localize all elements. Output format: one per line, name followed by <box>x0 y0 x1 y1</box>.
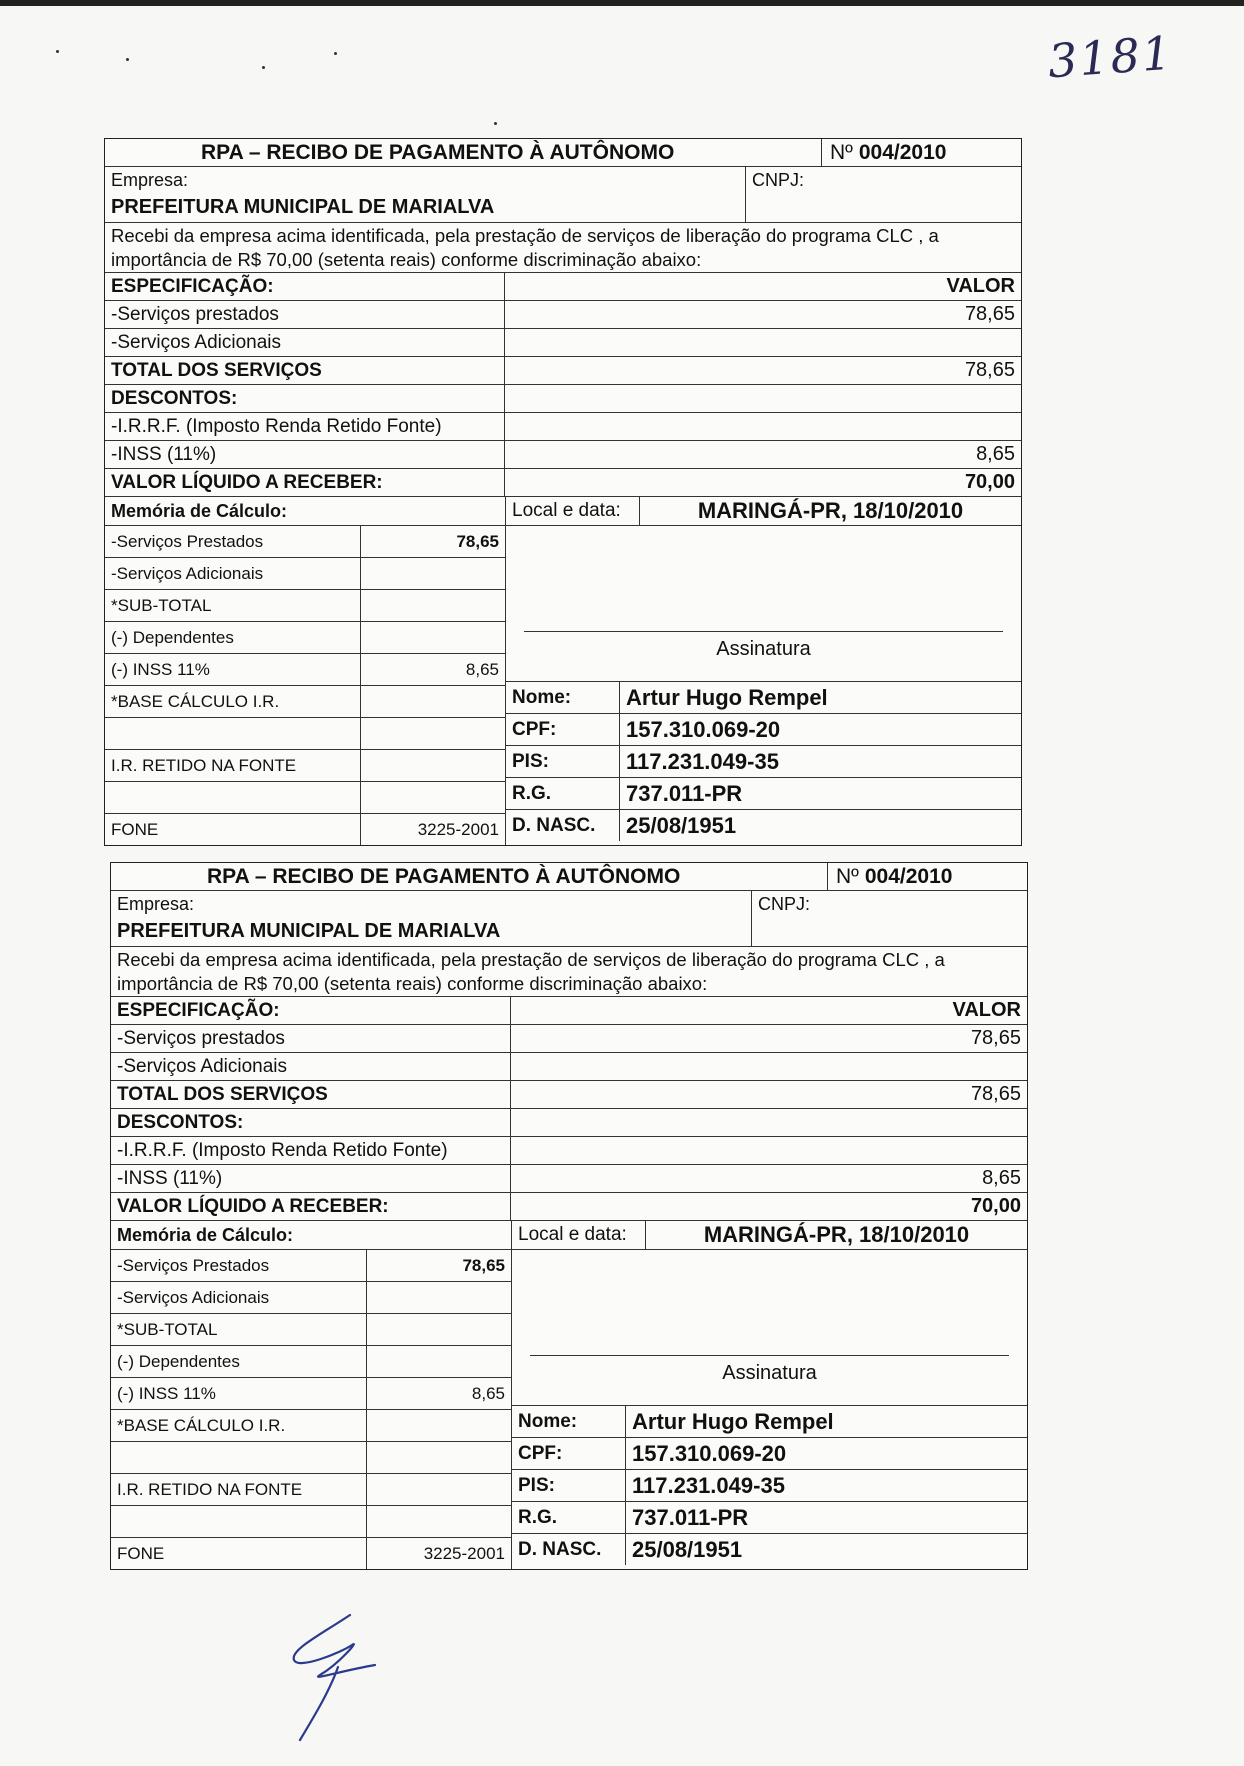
receipt-number-value: 004/2010 <box>864 864 953 888</box>
memoria-row <box>105 814 505 845</box>
cpf-value: 157.310.069-20 <box>626 716 781 742</box>
nasc-row <box>512 1534 1027 1565</box>
pis-value: 117.231.049-35 <box>626 748 779 774</box>
payee-section <box>512 1221 1027 1569</box>
nasc-value: 25/08/1951 <box>632 1536 743 1562</box>
memoria-row <box>105 590 505 622</box>
memoria-fone-value: 3225-2001 <box>417 819 499 839</box>
servicos-prestados-row <box>111 1025 1027 1053</box>
memoria-fone-label: FONE <box>111 1538 367 1569</box>
irrf-label: -I.R.R.F. (Imposto Renda Retido Fonte) <box>105 413 505 440</box>
memoria-row <box>105 750 505 782</box>
local-row <box>512 1221 1027 1250</box>
memoria-row <box>111 1506 511 1538</box>
servicos-adicionais-label: -Serviços Adicionais <box>111 1053 511 1080</box>
empresa-label: Empresa: <box>111 170 189 190</box>
local-label: Local e data: <box>506 497 640 525</box>
declaration-row <box>105 223 1021 273</box>
receipt-2 <box>110 862 1028 1570</box>
liquido-row <box>105 469 1021 497</box>
servicos-prestados-row <box>105 301 1021 329</box>
memoria-fone-value: 3225-2001 <box>423 1543 505 1563</box>
signature-area <box>506 526 1021 682</box>
nome-value: Artur Hugo Rempel <box>632 1408 834 1434</box>
memoria-servicos-adicionais-label: -Serviços Adicionais <box>111 1282 367 1313</box>
memoria-section <box>111 1221 1027 1569</box>
local-value: MARINGÁ-PR, 18/10/2010 <box>703 1222 970 1247</box>
nome-label: Nome: <box>506 682 620 713</box>
memoria-base-label: *BASE CÁLCULO I.R. <box>105 686 361 717</box>
handwritten-page-number: 3181 <box>1046 25 1175 89</box>
memoria-label: Memória de Cálculo: <box>117 1224 294 1245</box>
memoria-ir-label: I.R. RETIDO NA FONTE <box>111 1474 367 1505</box>
servicos-prestados-value: 78,65 <box>964 303 1015 325</box>
irrf-value <box>511 1137 1027 1164</box>
memoria-row <box>105 718 505 750</box>
memoria-servicos-prestados-value: 78,65 <box>456 531 499 551</box>
memoria-row <box>105 654 505 686</box>
total-row <box>105 357 1021 385</box>
irrf-value <box>505 413 1021 440</box>
scan-speck <box>56 50 59 53</box>
memoria-row <box>111 1346 511 1378</box>
servicos-prestados-label: -Serviços prestados <box>111 1025 511 1052</box>
inss-row <box>111 1165 1027 1193</box>
local-row <box>506 497 1021 526</box>
servicos-adicionais-label: -Serviços Adicionais <box>105 329 505 356</box>
declaration-text: Recebi da empresa acima identificada, pela prestação de serviços de liberação do programa CLC , a importância de R$ 70,00 (setenta reais) conforme discriminação abaixo: <box>117 948 945 994</box>
receipt-number-value: 004/2010 <box>858 140 947 164</box>
servicos-adicionais-value <box>511 1053 1027 1080</box>
memoria-inss-label: (-) INSS 11% <box>111 1378 367 1409</box>
memoria-row <box>111 1474 511 1506</box>
pis-row <box>512 1470 1027 1502</box>
memoria-row <box>105 782 505 814</box>
inss-row <box>105 441 1021 469</box>
nasc-row <box>506 810 1021 841</box>
memoria-row <box>105 558 505 590</box>
memoria-row <box>111 1378 511 1410</box>
empresa-value: PREFEITURA MUNICIPAL DE MARIALVA <box>117 920 501 942</box>
receipt-number-label: Nº <box>836 864 859 888</box>
cpf-value: 157.310.069-20 <box>632 1440 787 1466</box>
memoria-dependentes-label: (-) Dependentes <box>105 622 361 653</box>
nome-value: Artur Hugo Rempel <box>626 684 828 710</box>
liquido-label: VALOR LÍQUIDO A RECEBER: <box>111 1193 511 1220</box>
descontos-label: DESCONTOS: <box>105 385 505 412</box>
servicos-adicionais-value <box>505 329 1021 356</box>
spec-header-row <box>111 997 1027 1025</box>
receipt-title: RPA – RECIBO DE PAGAMENTO À AUTÔNOMO <box>207 864 681 888</box>
memoria-dependentes-value <box>367 1346 511 1377</box>
valor-header: VALOR <box>952 999 1021 1021</box>
scan-speck <box>262 66 265 69</box>
memoria-servicos-adicionais-value <box>367 1282 511 1313</box>
spec-header: ESPECIFICAÇÃO: <box>111 997 511 1024</box>
nome-row <box>506 682 1021 714</box>
memoria-subtotal-value <box>361 590 505 621</box>
servicos-prestados-value: 78,65 <box>970 1027 1021 1049</box>
cpf-row <box>506 714 1021 746</box>
receipt-number <box>821 139 1021 166</box>
liquido-label: VALOR LÍQUIDO A RECEBER: <box>105 469 505 496</box>
nome-label: Nome: <box>512 1406 626 1437</box>
total-label: TOTAL DOS SERVIÇOS <box>111 1081 511 1108</box>
memoria-row <box>105 622 505 654</box>
assinatura-label: Assinatura <box>722 1362 817 1384</box>
total-value: 78,65 <box>970 1083 1021 1105</box>
rg-label: R.G. <box>506 778 620 809</box>
rg-value: 737.011-PR <box>632 1504 749 1530</box>
memoria-servicos-adicionais-value <box>361 558 505 589</box>
memoria-row <box>111 1538 511 1569</box>
memoria-row <box>111 1442 511 1474</box>
memoria-row <box>111 1410 511 1442</box>
servicos-adicionais-row <box>111 1053 1027 1081</box>
cnpj-label: CNPJ: <box>751 891 1027 946</box>
receipt-number-label: Nº <box>830 140 853 164</box>
signature-area <box>512 1250 1027 1406</box>
scan-speck <box>126 58 129 61</box>
pis-label: PIS: <box>506 746 620 777</box>
memoria-blank-label <box>111 1506 367 1537</box>
memoria-row <box>105 526 505 558</box>
memoria-servicos-prestados-label: -Serviços Prestados <box>105 526 361 557</box>
memoria-row <box>111 1314 511 1346</box>
inss-label: -INSS (11%) <box>111 1165 511 1192</box>
spec-header-row <box>105 273 1021 301</box>
memoria-subtotal-value <box>367 1314 511 1345</box>
signature-line <box>524 631 1003 632</box>
receipt-header <box>105 139 1021 167</box>
memoria-blank-value <box>367 1442 511 1473</box>
descontos-row <box>111 1109 1027 1137</box>
servicos-prestados-label: -Serviços prestados <box>105 301 505 328</box>
memoria-fone-label: FONE <box>105 814 361 845</box>
total-value: 78,65 <box>964 359 1015 381</box>
memoria-base-value <box>367 1410 511 1441</box>
memoria-header <box>105 497 505 526</box>
memoria-section <box>105 497 1021 845</box>
handwritten-signature <box>280 1605 400 1745</box>
empresa-row <box>105 167 1021 223</box>
memoria-servicos-adicionais-label: -Serviços Adicionais <box>105 558 361 589</box>
irrf-label: -I.R.R.F. (Imposto Renda Retido Fonte) <box>111 1137 511 1164</box>
nome-row <box>512 1406 1027 1438</box>
memoria-inss-label: (-) INSS 11% <box>105 654 361 685</box>
memoria-dependentes-value <box>361 622 505 653</box>
pis-row <box>506 746 1021 778</box>
rg-row <box>506 778 1021 810</box>
memoria-inss-value: 8,65 <box>465 659 499 679</box>
memoria-row <box>105 686 505 718</box>
rg-value: 737.011-PR <box>626 780 743 806</box>
memoria-blank-value <box>367 1506 511 1537</box>
scan-top-edge <box>0 0 1244 6</box>
memoria-inss-value: 8,65 <box>471 1383 505 1403</box>
irrf-row <box>105 413 1021 441</box>
memoria-blank-label <box>111 1442 367 1473</box>
declaration-text: Recebi da empresa acima identificada, pela prestação de serviços de liberação do programa CLC , a importância de R$ 70,00 (setenta reais) conforme discriminação abaixo: <box>111 224 939 270</box>
total-label: TOTAL DOS SERVIÇOS <box>105 357 505 384</box>
nasc-label: D. NASC. <box>506 810 620 841</box>
spec-header: ESPECIFICAÇÃO: <box>105 273 505 300</box>
inss-value: 8,65 <box>976 443 1015 465</box>
cpf-label: CPF: <box>512 1438 626 1469</box>
memoria-servicos-prestados-value: 78,65 <box>462 1255 505 1275</box>
memoria-row <box>111 1250 511 1282</box>
empresa-cell <box>105 167 745 222</box>
empresa-label: Empresa: <box>117 894 195 914</box>
descontos-value <box>505 385 1021 412</box>
liquido-value: 70,00 <box>970 1195 1021 1217</box>
inss-value: 8,65 <box>982 1167 1021 1189</box>
empresa-cell <box>111 891 751 946</box>
empresa-row <box>111 891 1027 947</box>
payee-section <box>506 497 1021 845</box>
memoria-subtotal-label: *SUB-TOTAL <box>105 590 361 621</box>
rg-label: R.G. <box>512 1502 626 1533</box>
nasc-label: D. NASC. <box>512 1534 626 1565</box>
total-row <box>111 1081 1027 1109</box>
memoria-header <box>111 1221 511 1250</box>
servicos-adicionais-row <box>105 329 1021 357</box>
empresa-value: PREFEITURA MUNICIPAL DE MARIALVA <box>111 196 495 218</box>
memoria-blank-label <box>105 782 361 813</box>
memoria-base-value <box>361 686 505 717</box>
memoria-dependentes-label: (-) Dependentes <box>111 1346 367 1377</box>
memoria-ir-value <box>361 750 505 781</box>
pis-label: PIS: <box>512 1470 626 1501</box>
cnpj-label: CNPJ: <box>745 167 1021 222</box>
memoria-blank-value <box>361 718 505 749</box>
pis-value: 117.231.049-35 <box>632 1472 785 1498</box>
signature-line <box>530 1355 1009 1356</box>
memoria-table <box>105 497 506 845</box>
receipt-number <box>827 863 1027 890</box>
rg-row <box>512 1502 1027 1534</box>
memoria-ir-label: I.R. RETIDO NA FONTE <box>105 750 361 781</box>
irrf-row <box>111 1137 1027 1165</box>
descontos-label: DESCONTOS: <box>111 1109 511 1136</box>
receipt-title: RPA – RECIBO DE PAGAMENTO À AUTÔNOMO <box>201 140 675 164</box>
memoria-table <box>111 1221 512 1569</box>
memoria-label: Memória de Cálculo: <box>111 500 288 521</box>
cpf-row <box>512 1438 1027 1470</box>
descontos-value <box>511 1109 1027 1136</box>
memoria-servicos-prestados-label: -Serviços Prestados <box>111 1250 367 1281</box>
scan-speck <box>334 52 337 55</box>
liquido-row <box>111 1193 1027 1221</box>
descontos-row <box>105 385 1021 413</box>
receipt-1 <box>104 138 1022 846</box>
nasc-value: 25/08/1951 <box>626 812 737 838</box>
memoria-blank-value <box>361 782 505 813</box>
scan-speck <box>494 122 497 125</box>
local-label: Local e data: <box>512 1221 646 1249</box>
local-value: MARINGÁ-PR, 18/10/2010 <box>697 498 964 523</box>
liquido-value: 70,00 <box>964 471 1015 493</box>
declaration-row <box>111 947 1027 997</box>
memoria-blank-label <box>105 718 361 749</box>
receipt-header <box>111 863 1027 891</box>
memoria-base-label: *BASE CÁLCULO I.R. <box>111 1410 367 1441</box>
memoria-ir-value <box>367 1474 511 1505</box>
assinatura-label: Assinatura <box>716 638 811 660</box>
cpf-label: CPF: <box>506 714 620 745</box>
valor-header: VALOR <box>946 275 1015 297</box>
memoria-subtotal-label: *SUB-TOTAL <box>111 1314 367 1345</box>
inss-label: -INSS (11%) <box>105 441 505 468</box>
memoria-row <box>111 1282 511 1314</box>
